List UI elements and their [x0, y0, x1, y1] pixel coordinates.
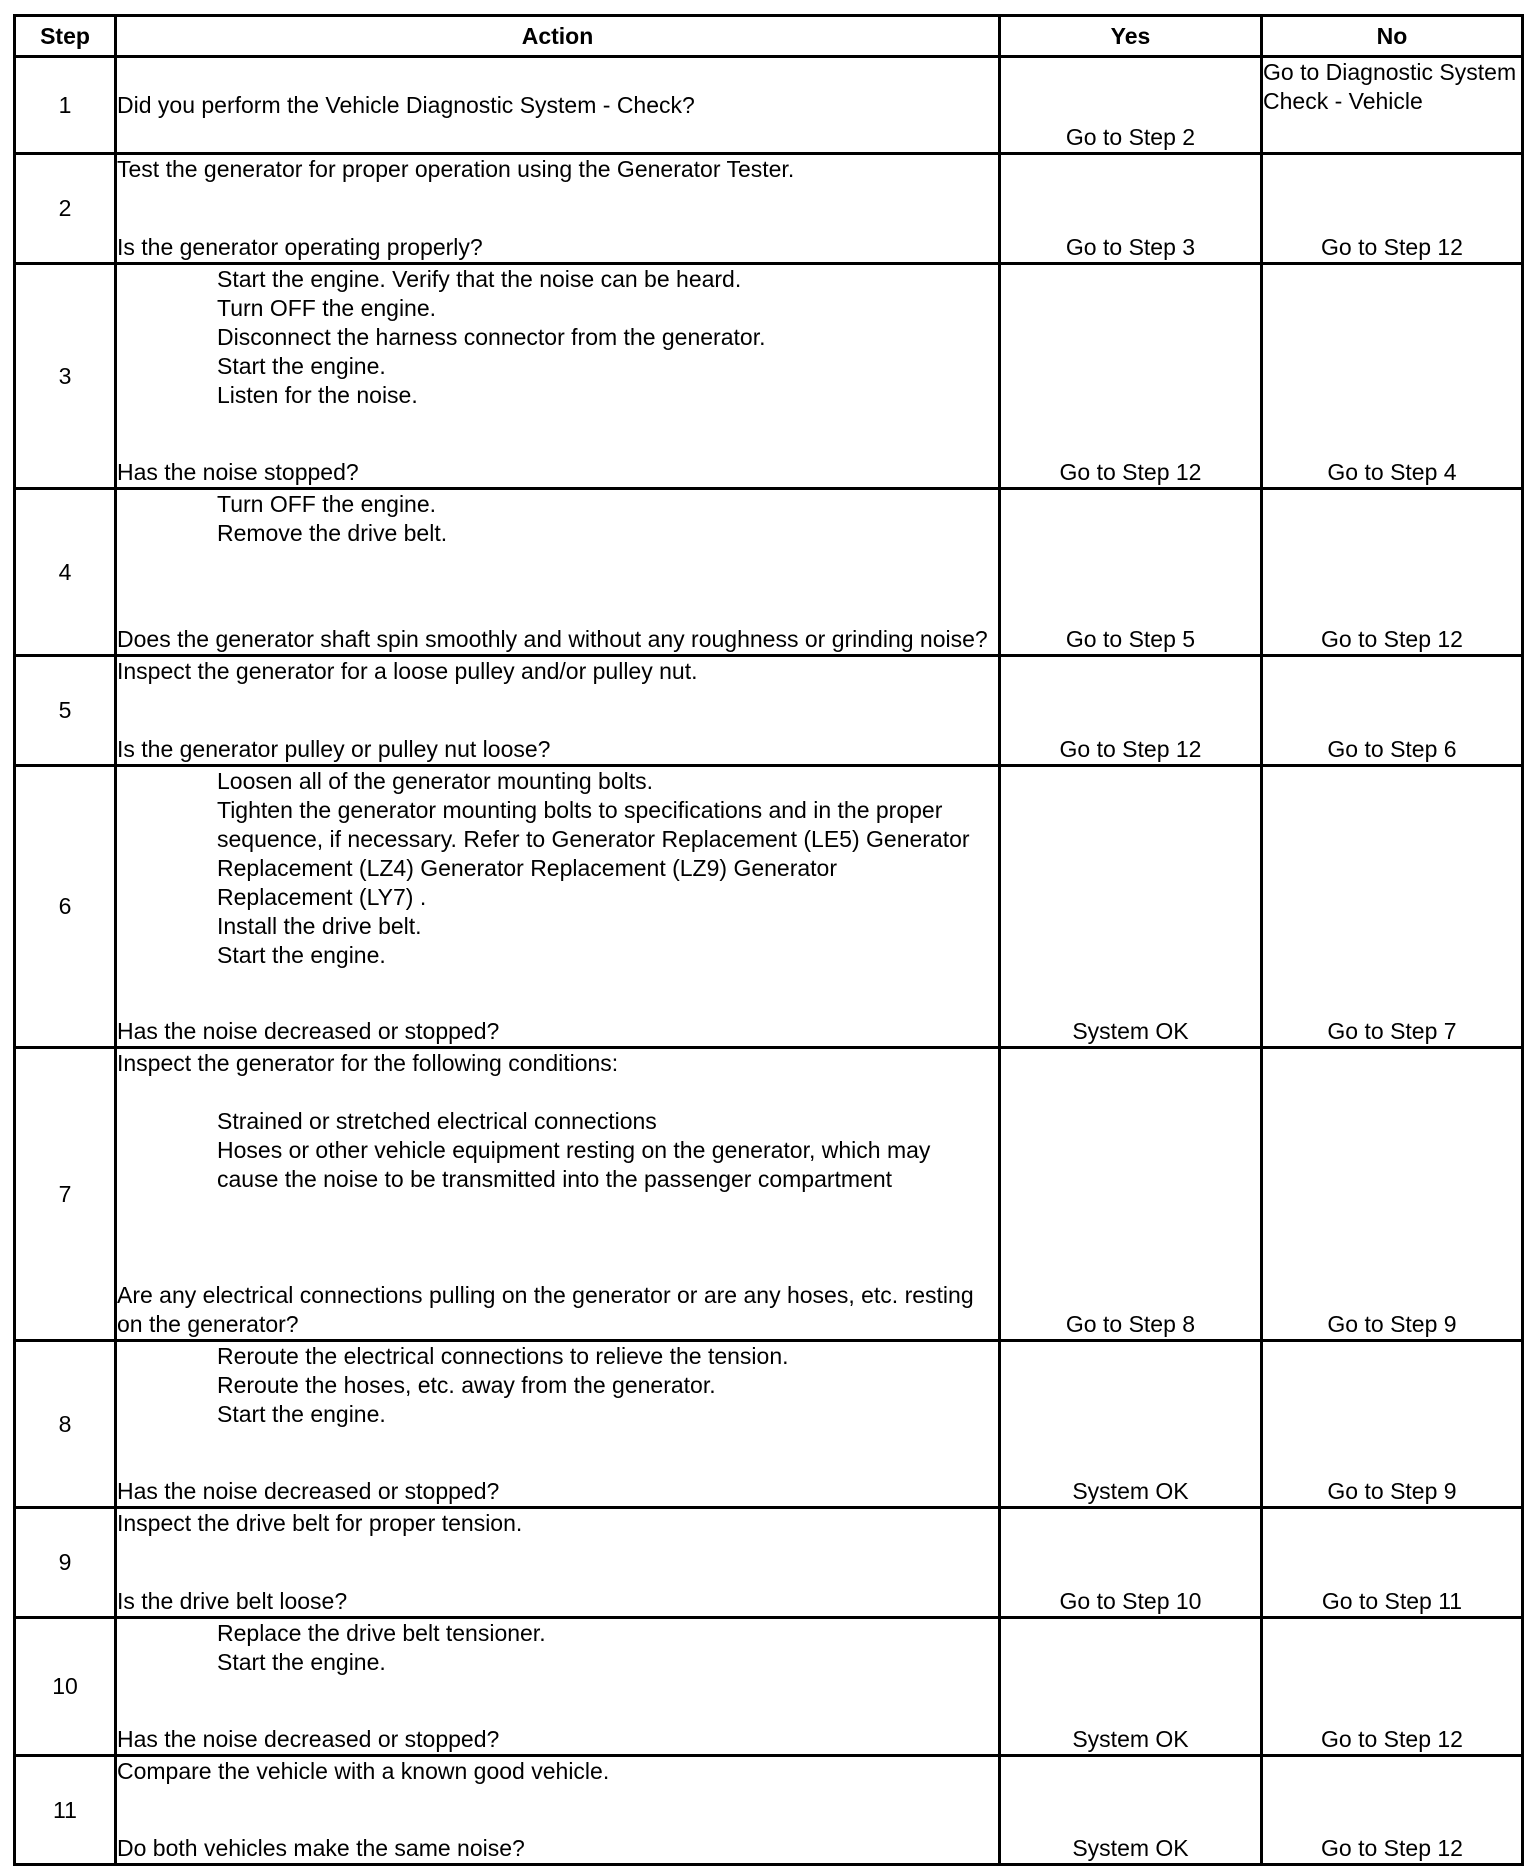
action-steps-list — [117, 1342, 998, 1429]
step-number: 10 — [15, 1618, 116, 1756]
no-cell: Go to Step 11 — [1262, 1508, 1523, 1618]
header-no: No — [1262, 16, 1523, 57]
yes-cell: System OK — [1000, 1341, 1262, 1508]
action-intro: Inspect the generator for a loose pulley and/or pulley nut. — [117, 658, 698, 684]
action-question: Does the generator shaft spin smoothly and without any roughness or grinding noise? — [117, 626, 988, 652]
list-item: Reroute the electrical connections to relieve the tension. — [217, 1343, 789, 1369]
action-steps-list — [117, 1107, 998, 1194]
action-question: Is the drive belt loose? — [117, 1588, 348, 1614]
no-cell: Go to Step 4 — [1262, 264, 1523, 489]
no-cell: Go to Step 9 — [1262, 1048, 1523, 1341]
step-number: 11 — [15, 1756, 116, 1865]
yes-cell: Go to Step 8 — [1000, 1048, 1262, 1341]
table-row — [15, 489, 1523, 656]
list-item: Install the drive belt. — [217, 913, 422, 939]
yes-cell: Go to Step 5 — [1000, 489, 1262, 656]
step-number: 8 — [15, 1341, 116, 1508]
yes-cell: Go to Step 12 — [1000, 264, 1262, 489]
list-item: Listen for the noise. — [217, 382, 418, 408]
table-row — [15, 766, 1523, 1048]
no-cell: Go to Step 7 — [1262, 766, 1523, 1048]
action-intro: Inspect the generator for the following conditions: — [117, 1050, 619, 1076]
header-row — [15, 16, 1523, 57]
step-number: 9 — [15, 1508, 116, 1618]
action-cell — [116, 1508, 1000, 1618]
yes-cell: Go to Step 3 — [1000, 154, 1262, 264]
step-number: 4 — [15, 489, 116, 656]
step-number: 5 — [15, 656, 116, 766]
action-cell — [116, 656, 1000, 766]
action-question: Is the generator operating properly? — [117, 234, 483, 260]
yes-cell: Go to Step 12 — [1000, 656, 1262, 766]
list-item: Reroute the hoses, etc. away from the generator. — [217, 1372, 716, 1398]
list-item: Loosen all of the generator mounting bolts. — [217, 768, 654, 794]
no-cell: Go to Step 12 — [1262, 154, 1523, 264]
action-intro: Test the generator for proper operation using the Generator Tester. — [117, 156, 795, 182]
table-row — [15, 1756, 1523, 1865]
action-question: Has the noise decreased or stopped? — [117, 1018, 500, 1044]
list-item: Turn OFF the engine. — [217, 295, 437, 321]
step-number: 6 — [15, 766, 116, 1048]
list-item: Disconnect the harness connector from the generator. — [217, 324, 766, 350]
step-number: 7 — [15, 1048, 116, 1341]
list-item: Start the engine. — [217, 1649, 386, 1675]
table-row — [15, 656, 1523, 766]
step-number: 3 — [15, 264, 116, 489]
action-cell — [116, 1048, 1000, 1341]
diagnostic-table — [13, 14, 1524, 1866]
list-item: Start the engine. — [217, 1401, 386, 1427]
no-cell: Go to Step 12 — [1262, 489, 1523, 656]
list-item: Remove the drive belt. — [217, 520, 448, 546]
no-cell: Go to Step 12 — [1262, 1618, 1523, 1756]
action-question: Is the generator pulley or pulley nut loose? — [117, 736, 551, 762]
no-cell: Go to Step 6 — [1262, 656, 1523, 766]
action-intro: Compare the vehicle with a known good vehicle. — [117, 1758, 610, 1784]
yes-cell: System OK — [1000, 1756, 1262, 1865]
yes-cell: System OK — [1000, 766, 1262, 1048]
action-steps-list — [117, 490, 998, 548]
table-row — [15, 154, 1523, 264]
step-number: 1 — [15, 57, 116, 154]
table-row — [15, 1618, 1523, 1756]
yes-cell: Go to Step 2 — [1000, 57, 1262, 154]
action-cell — [116, 57, 1000, 154]
table-row — [15, 1048, 1523, 1341]
action-cell — [116, 1618, 1000, 1756]
table-row — [15, 1341, 1523, 1508]
step-number: 2 — [15, 154, 116, 264]
yes-cell: System OK — [1000, 1618, 1262, 1756]
yes-cell: Go to Step 10 — [1000, 1508, 1262, 1618]
list-item: Start the engine. Verify that the noise can be heard. — [217, 266, 742, 292]
list-item: Replace the drive belt tensioner. — [217, 1620, 546, 1646]
list-item: Tighten the generator mounting bolts to specifications and in the proper sequence, if necessary. Refer to Generator Replacement (LE5) Generator Replacement (LZ4) Generator Replacement (LZ9) Generator Replacement (LY7) . — [217, 797, 970, 910]
action-cell — [116, 264, 1000, 489]
action-question: Did you perform the Vehicle Diagnostic System - Check? — [117, 91, 695, 118]
no-cell: Go to Step 12 — [1262, 1756, 1523, 1865]
action-question: Do both vehicles make the same noise? — [117, 1835, 525, 1861]
action-question: Are any electrical connections pulling on the generator or are any hoses, etc. resting on the generator? — [117, 1282, 974, 1337]
table-row — [15, 264, 1523, 489]
action-cell — [116, 154, 1000, 264]
list-item: Strained or stretched electrical connections — [217, 1108, 657, 1134]
header-action: Action — [116, 16, 1000, 57]
header-step: Step — [15, 16, 116, 57]
action-intro: Inspect the drive belt for proper tension. — [117, 1510, 523, 1536]
action-question: Has the noise stopped? — [117, 459, 359, 485]
list-item: Start the engine. — [217, 353, 386, 379]
action-cell — [116, 766, 1000, 1048]
action-question: Has the noise decreased or stopped? — [117, 1478, 500, 1504]
action-cell — [116, 1756, 1000, 1865]
header-yes: Yes — [1000, 16, 1262, 57]
table-row — [15, 57, 1523, 154]
no-cell: Go to Step 9 — [1262, 1341, 1523, 1508]
list-item: Hoses or other vehicle equipment resting on the generator, which may cause the noise to be transmitted into the passenger compartment — [217, 1137, 931, 1192]
table-row — [15, 1508, 1523, 1618]
action-steps-list — [117, 1619, 998, 1677]
no-cell: Go to Diagnostic System Check - Vehicle — [1262, 57, 1523, 154]
list-item: Start the engine. — [217, 942, 386, 968]
action-steps-list — [117, 265, 998, 410]
action-question: Has the noise decreased or stopped? — [117, 1726, 500, 1752]
action-cell — [116, 1341, 1000, 1508]
list-item: Turn OFF the engine. — [217, 491, 437, 517]
action-steps-list — [117, 767, 998, 970]
action-cell — [116, 489, 1000, 656]
